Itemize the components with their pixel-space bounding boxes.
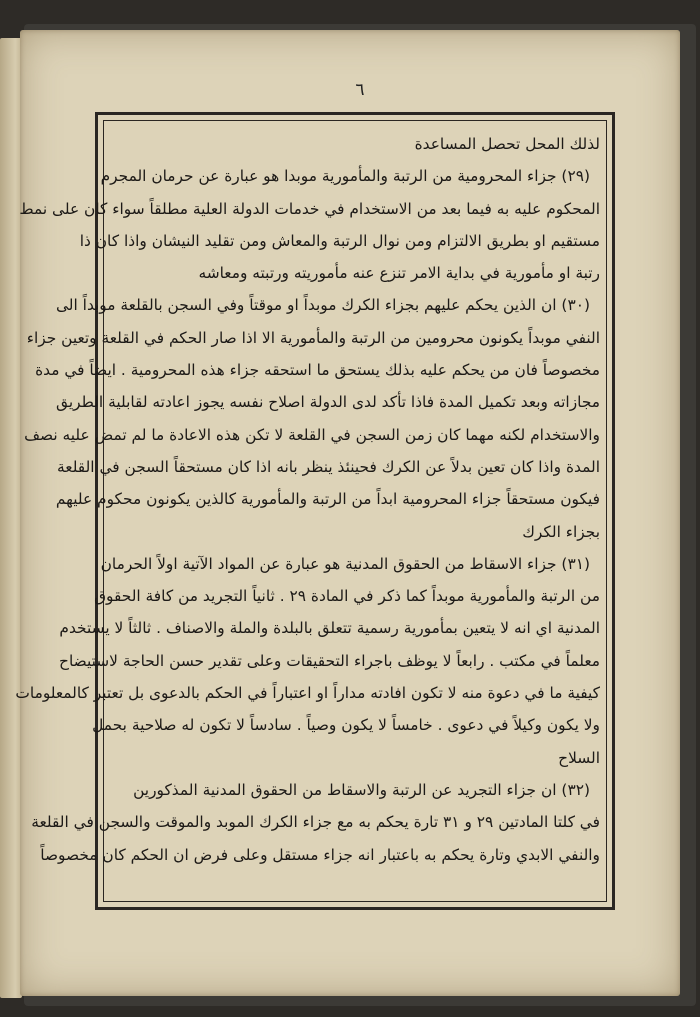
text-line: ولا يكون وكيلاً في دعوى . خامساً لا يكون وصياً . سادساً لا تكون له صلاحية بحمل — [92, 716, 600, 735]
text-line: مجازاته وبعد تكميل المدة فاذا تأكد لدى الدولة اصلاح نفسه يجوز اعادته لقابلية الطريق — [56, 393, 600, 412]
text-line: المدة واذا كان تعين بدلاً عن الكرك فحينئذ ينظر بانه اذا كان مستحقاً السجن في القلعة — [57, 457, 600, 476]
page-number: ٦ — [355, 80, 365, 100]
text-line: السلاح — [558, 748, 600, 767]
text-line: معلماً في مكتب . رابعاً لا يوظف باجراء التحقيقات وعلى تقدير حسن الحاجة لاستيضاح — [59, 651, 600, 670]
article-32-heading-line: (٣٢) ان جزاء التجريد عن الرتبة والاسقاط من الحقوق المدنية المذكورين — [133, 780, 590, 799]
text-line: المدنية اي انه لا يتعين بمأمورية رسمية تتعلق بالبلدة والملة والاصناف . ثالثاً لا يستخدم — [59, 619, 600, 638]
text-line: لذلك المحل تحصل المساعدة — [414, 135, 600, 153]
text-line: النفي موبداً يكونون محرومين من الرتبة والمأمورية الا اذا صار الحكم في القلعة وتعين جزاء — [26, 328, 600, 347]
text-line: رتبة او مأمورية في بداية الامر تنزع عنه مأموريته ورتبته ومعاشه — [198, 264, 600, 283]
text-body — [15, 128, 600, 900]
article-29-heading-line: (٢٩) جزاء المحرومية من الرتبة والمأمورية موبدا هو عبارة عن حرمان المجرم — [100, 167, 590, 186]
article-31-heading-line: (٣١) جزاء الاسقاط من الحقوق المدنية هو عبارة عن المواد الآتية اولاً الحرمان — [100, 554, 590, 573]
text-line: والنفي الابدي وتارة يحكم به باعتبار انه جزاء مستقل وعلى فرض ان الحكم كان مخصوصاً — [40, 845, 600, 864]
text-line: مخصوصاً فان من يحكم عليه بذلك يستحق ما استحقه جزاء هذه المحرومية . ايضاً في مدة — [35, 361, 600, 380]
text-line: في كلتا المادتين ٢٩ و ٣١ تارة يحكم به مع جزاء الكرك الموبد والموقت والسجن في القلعة — [31, 813, 600, 832]
article-30-heading-line: (٣٠) ان الذين يحكم عليهم بجزاء الكرك موبداً او موقتاً وفي السجن بالقلعة موبداً الى — [55, 296, 590, 315]
text-line: والاستخدام لكنه مهما كان زمن السجن في القلعة لا تكن هذه الاعادة ما لم تمض عليه نصف — [24, 425, 600, 444]
text-line: كيفية ما في دعوة منه لا تكون افادته مداراً او اعتباراً في الحكم بالدعوى بل تعتبر كالمعلومات — [15, 684, 600, 703]
text-line: من الرتبة والمأمورية موبداً كما ذكر في المادة ٢٩ . ثانياً التجريد من كافة الحقوق — [94, 587, 600, 606]
text-line: مستقيم او بطريق الالتزام ومن نوال الرتبة والمعاش ومن تقليد النيشان واذا كان ذا — [79, 231, 600, 250]
previous-page-edge — [0, 38, 22, 998]
text-line: فيكون مستحقاً جزاء المحرومية ابداً من الرتبة والمأمورية كالذين يكونون محكوم عليهم — [55, 490, 600, 509]
text-line: بجزاء الكرك — [522, 522, 600, 541]
text-line: المحكوم عليه به فيما بعد من الاستخدام في خدمات الدولة العلية مطلقاً سواء كان على نمط — [19, 199, 600, 218]
